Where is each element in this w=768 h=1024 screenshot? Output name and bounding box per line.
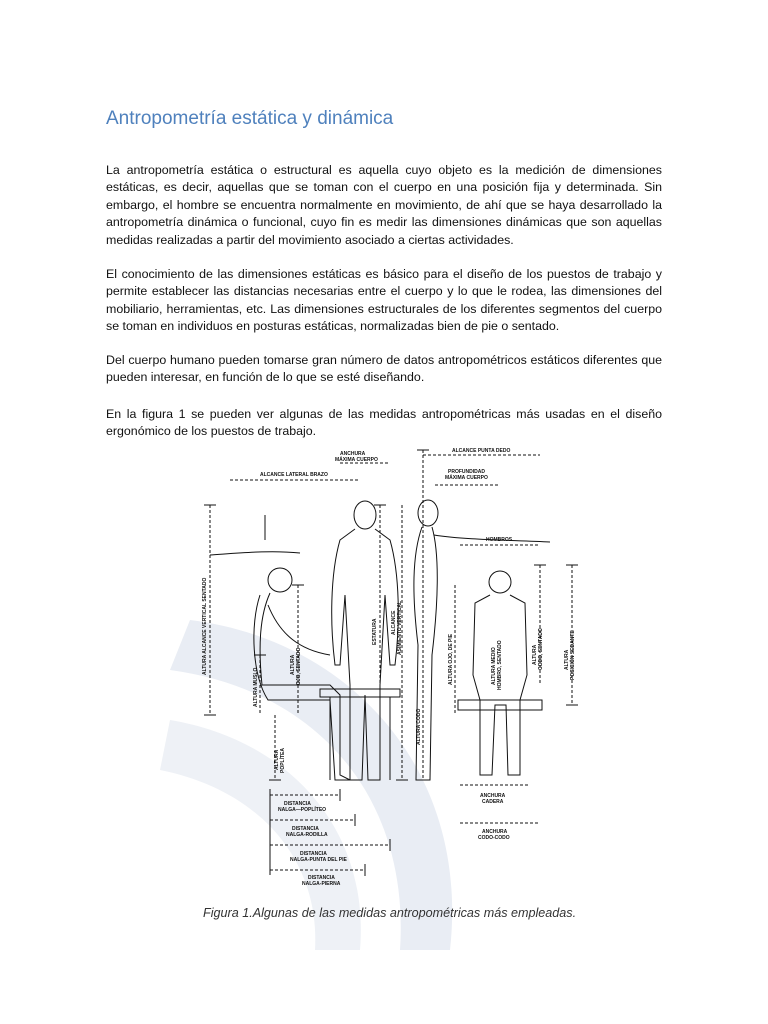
standing-figure-side <box>414 500 550 780</box>
label-anchura-codo-2: CODO-CODO <box>478 835 510 841</box>
label-anchura-2: MÁXIMA CUERPO <box>335 457 378 463</box>
label-altura-medio-hombro-1: ALTURA MEDIO <box>491 647 497 685</box>
label-altura-alcance-vertical: ALTURA ALCANCE VERTICAL SENTADO <box>202 577 208 675</box>
label-dist-nalga-poplitea-1: DISTANCIA <box>284 801 311 807</box>
dimension-lines <box>210 450 572 870</box>
label-altura-posicion-sedante-1: ALTURA <box>564 649 570 670</box>
label-altura-ojo-sentado-1: ALTURA <box>290 654 296 675</box>
label-dist-nalga-punta-pie-2: NALGA-PUNTA DEL PIE <box>290 857 347 863</box>
label-dist-nalga-rodilla-2: NALGA-RODILLA <box>286 832 328 838</box>
label-altura-ojo-sentado-2: OJO, SENTADO <box>296 647 302 685</box>
label-hombros: HOMBROS <box>486 537 513 543</box>
label-dist-nalga-pierna-1: DISTANCIA <box>308 875 335 881</box>
standing-figure-front <box>332 501 399 780</box>
label-dist-nalga-pierna-2: NALGA-PIERNA <box>302 881 341 887</box>
label-altura-codo-sentado-1: ALTURA <box>532 644 538 665</box>
paragraph-1: La antropometría estática o estructural es aquella cuyo objeto es la medición de dimensiones estáticas, es decir, aquellas que se toman con el cuerpo en una posición fija y determinada. Sin embargo, el hombre se encuentra normalmente en movimiento, de ahí que se haya desarrollado la antropometría dinámica o funcional, cuyo fin es medir las dimensiones dinámicas que son aquellas medidas realizadas a partir del movimiento asociado a ciertas actividades. <box>106 163 662 247</box>
paragraph-4: En la figura 1 se pueden ver algunas de las medidas antropométricas más usadas en el diseño ergonómico de los puestos de trabajo. <box>106 407 662 439</box>
label-anchura-1: ANCHURA <box>340 451 366 457</box>
label-anchura-cadera-1: ANCHURA <box>480 793 506 799</box>
label-alcance-asimiento-2: ASIMIENTO VERTICAL <box>397 600 403 655</box>
label-profundidad-2: MÁXIMA CUERPO <box>445 475 488 481</box>
label-alcance-punta-dedo: ALCANCE PUNTA DEDO <box>452 448 511 454</box>
page-title: Antropometría estática y dinámica <box>106 108 394 129</box>
figure-labels <box>202 448 576 887</box>
paragraph-2: El conocimiento de las dimensiones estáticas es básico para el diseño de los puestos de trabajo y permite establecer las distancias necesarias entre el cuerpo y lo que le rodea, las dimensiones del mobiliario, herramientas, etc. Las dimensiones estructurales de los diferentes segmentos del cuerpo se toman en individuos en posturas estáticas, normalizadas bien de pie o sentado. <box>106 267 662 334</box>
label-altura-codo-sentado-2: CODO, SENTADO <box>538 628 544 670</box>
paragraph-3: Del cuerpo humano pueden tomarse gran número de datos antropométricos estáticos diferentes que pueden interesar, en función de lo que se esté diseñando. <box>106 353 662 385</box>
seated-figure-side <box>210 515 350 780</box>
label-dist-nalga-poplitea-2: NALGA—POPLÍTEO <box>278 807 327 813</box>
label-altura-ojo-pie: ALTURA OJO, DE PIE <box>448 633 454 685</box>
label-altura-posicion-sedante-2: POSICIÓN SEDANTE <box>570 630 576 680</box>
label-anchura-cadera-2: CADERA <box>482 799 504 805</box>
anthropometry-figure <box>190 445 590 895</box>
label-altura-poplitea-1: ALTURA <box>274 749 280 770</box>
label-profundidad-1: PROFUNDIDAD <box>448 469 485 475</box>
label-altura-poplitea-2: POPLÍTEA <box>280 747 286 773</box>
label-anchura-codo-1: ANCHURA <box>482 829 508 835</box>
label-alcance-asimiento-1: ALCANCE <box>391 610 397 635</box>
figure-caption: Figura 1.Algunas de las medidas antropométricas más empleadas. <box>203 906 577 920</box>
label-estatura: ESTATURA <box>372 618 378 645</box>
label-altura-codo: ALTURA CODO <box>416 708 422 745</box>
label-alcance-lateral-brazo: ALCANCE LATERAL BRAZO <box>260 472 328 478</box>
label-dist-nalga-punta-pie-1: DISTANCIA <box>300 851 327 857</box>
label-dist-nalga-rodilla-1: DISTANCIA <box>292 826 319 832</box>
label-altura-muslo: ALTURA MUSLO <box>253 667 259 707</box>
label-altura-medio-hombro-2: HOMBRO, SENTADO <box>497 640 503 690</box>
